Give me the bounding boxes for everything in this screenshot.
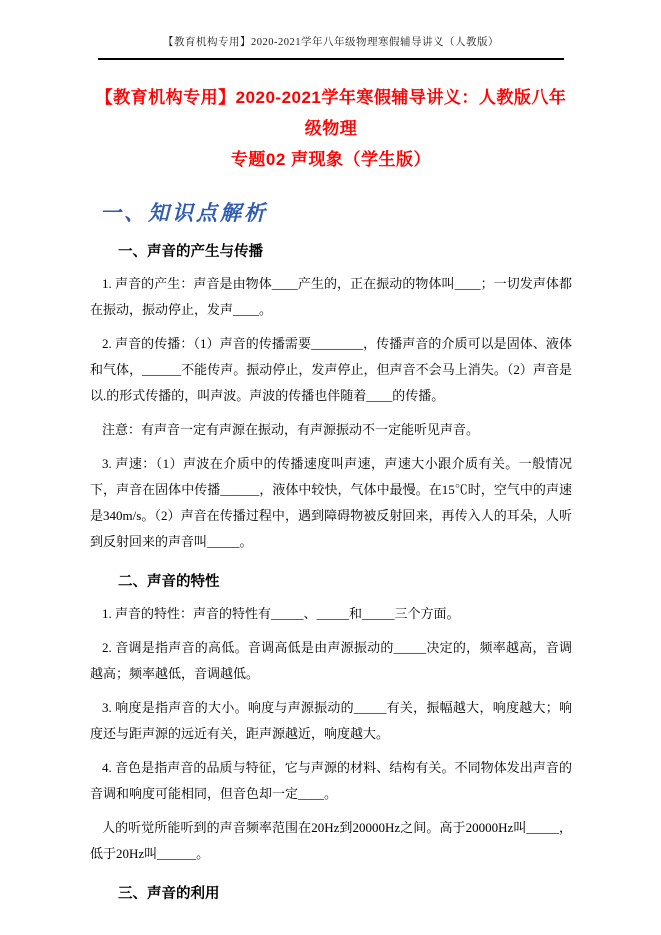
doc-title-line2: 专题02 声现象（学生版） [230,150,432,169]
paragraph-sound-propagation: 2. 声音的传播：（1）声音的传播需要________，传播声音的介质可以是固体、液体和气体，______不能传声。振动停止，发声停止，但声音不会马上消失。（2）声音是以.的形式传播的，叫声波。声波的传播也伴随着____的传播。 [90,336,572,403]
paragraph-frequency-range: 人的听觉所能听到的声音频率范围在20Hz到20000Hz之间。高于20000Hz叫_____，低于20Hz叫______。 [90,820,572,861]
page-header [90,36,572,60]
section-heading-sound-utilization: 三、声音的利用 [118,886,220,902]
header-text: 【教育机构专用】2020-2021学年八年级物理寒假辅导讲义（人教版） [163,37,499,48]
paragraph-pitch: 2. 音调是指声音的高低。音调高低是由声源振动的_____决定的，频率越高，音调越高；频率越低，音调越低。 [90,640,572,681]
section-heading-sound-characteristics: 二、声音的特性 [118,574,220,590]
header-divider [98,58,564,60]
knowledge-points-heading: 一、知识点解析 [100,201,268,225]
paragraph-sound-production: 1. 声音的产生：声音是由物体____产生的，正在振动的物体叫____；一切发声体都在振动，振动停止，发声____。 [90,276,572,317]
doc-title-line1: 【教育机构专用】2020-2021学年寒假辅导讲义：人教版八年级物理 [95,88,567,138]
paragraph-loudness: 3. 响度是指声音的大小。响度与声源振动的_____有关，振幅越大，响度越大；响度还与距声源的远近有关，距声源越近，响度越大。 [90,700,572,741]
paragraph-timbre: 4. 音色是指声音的品质与特征，它与声源的材料、结构有关。不同物体发出声音的音调和响度可能相同，但音色却一定____。 [90,760,572,801]
section-heading-sound-production: 一、声音的产生与传播 [118,244,263,260]
doc-title [90,82,572,175]
paragraph-characteristics: 1. 声音的特性：声音的特性有_____、_____和_____三个方面。 [102,606,460,621]
paragraph-note: 注意：有声音一定有声源在振动，有声源振动不一定能听见声音。 [102,422,480,437]
paragraph-sound-speed: 3. 声速：（1）声波在介质中的传播速度叫声速，声速大小跟介质有关。一般情况下，声音在固体中传播______，液体中较快，气体中最慢。在15℃时，空气中的声速是340m/s。（2）声音在传播过程中，遇到障碍物被反射回来，再传入人的耳朵，人听到反射回来的声音叫_____。 [90,456,572,549]
